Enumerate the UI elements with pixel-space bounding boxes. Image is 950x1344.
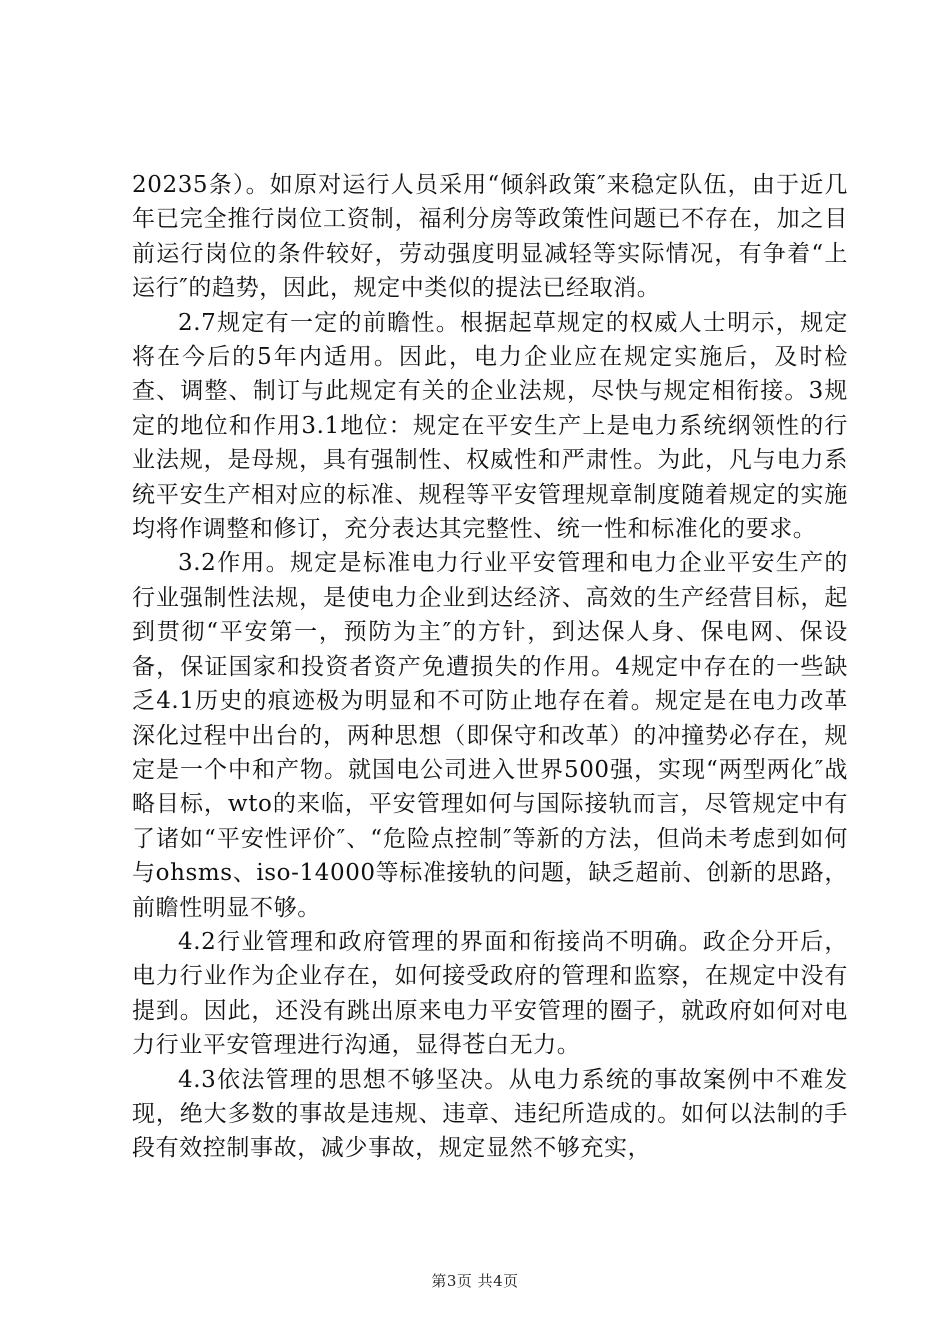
paragraph-5: 4.3依法管理的思想不够坚决。从电力系统的事故案例中不难发现，绝大多数的事故是违规、违章、违纪所造成的。如何以法制的手段有效控制事故，减少事故，规定显然不够充实，: [132, 1066, 848, 1162]
paragraph-3: 3.2作用。规定是标准电力行业平安管理和电力企业平安生产的行业强制性法规，是使电力企业到达经济、高效的生产经营目标，起到贯彻“平安第一，预防为主″的方针，到达保人身、保电网、保设备，保证国家和投资者资产免遭损失的作用。4规定中存在的一些缺乏4.1历史的痕迹极为明显和不可防止地存在着。规定是在电力改革深化过程中出台的，两种思想（即保守和改革）的冲撞势必存在，规定是一个中和产物。就国电公司进入世界500强，实现“两型两化″战略目标，wto的来临，平安管理如何与国际接轨而言，尽管规定中有了诸如“平安性评价″、“危险点控制″等新的方法，但尚未考虑到如何与ohsms、iso-14000等标准接轨的问题，缺乏超前、创新的思路，前瞻性明显不够。: [132, 550, 848, 921]
paragraph-2: 2.7规定有一定的前瞻性。根据起草规定的权威人士明示，规定将在今后的5年内适用。因此，电力企业应在规定实施后，及时检查、调整、制订与此规定有关的企业法规，尽快与规定相衔接。3规定的地位和作用3.1地位：规定在平安生产上是电力系统纲领性的行业法规，是母规，具有强制性、权威性和严肃性。为此，凡与电力系统平安生产相对应的标准、规程等平安管理规章制度随着规定的实施均将作调整和修订，充分表达其完整性、统一性和标准化的要求。: [132, 309, 848, 543]
document-body: [132, 168, 848, 1166]
paragraph-1: 20235条）。如原对运行人员采用“倾斜政策″来稳定队伍，由于近几年已完全推行岗位工资制，福利分房等政策性问题已不存在，加之目前运行岗位的条件较好，劳动强度明显减轻等实际情况，有争着“上运行″的趋势，因此，规定中类似的提法已经取消。: [132, 172, 848, 302]
paragraph-4: 4.2行业管理和政府管理的界面和衔接尚不明确。政企分开后，电力行业作为企业存在，如何接受政府的管理和监察，在规定中没有提到。因此，还没有跳出原来电力平安管理的圈子，就政府如何对电力行业平安管理进行沟通，显得苍白无力。: [132, 928, 848, 1059]
page-footer: 第3页 共4页: [431, 1272, 519, 1290]
